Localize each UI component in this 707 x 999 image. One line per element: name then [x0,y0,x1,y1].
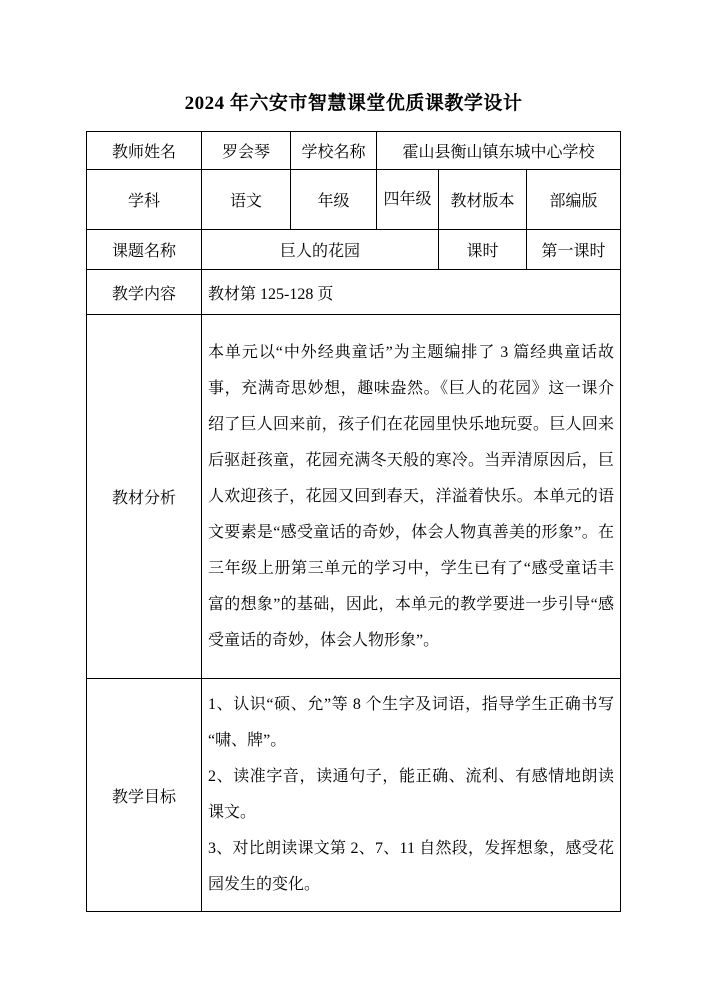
table-row-analysis [86,315,620,679]
teaching-objectives-cell [201,679,620,912]
table-row-teacher [86,132,620,170]
teaching-content-value: 教材第 125-128 页 [201,270,620,315]
table-row-content [86,270,620,315]
table-row-topic [86,230,620,270]
objective-item: 2、读准字音，读通句子，能正确、流利、有感情地朗读课文。 [207,768,615,821]
edition-value: 部编版 [526,170,620,230]
material-analysis-text: 本单元以“中外经典童话”为主题编排了 3 篇经典童话故事，充满奇思妙想，趣味盎然。《巨人的花园》这一课介绍了巨人回来前，孩子们在花园里快乐地玩耍。巨人回来后驱赶孩童，花园充满冬天般的寒冷。当弄清原因后，巨人欢迎孩子，花园又回到春天，洋溢着快乐。本单元的语文要素是“感受童话的奇妙，体会人物真善美的形象”。在三年级上册第三单元的学习中，学生已有了“感受童话丰富的想象”的基础，因此，本单元的教学要进一步引导“感受童话的奇妙，体会人物形象”。 [201,315,620,679]
period-label: 课时 [438,230,526,270]
school-name-label: 学校名称 [290,132,376,170]
grade-label: 年级 [290,170,376,230]
page-title: 2024 年六安市智慧课堂优质课教学设计 [184,93,523,114]
topic-label: 课题名称 [86,230,201,270]
teaching-objectives-label: 教学目标 [86,679,201,912]
table-row-objectives [86,679,620,912]
subject-value: 语文 [201,170,290,230]
edition-label: 教材版本 [438,170,526,230]
objective-item: 1、认识“硕、允”等 8 个生字及词语，指导学生正确书写“啸、牌”。 [207,696,615,749]
subject-label: 学科 [86,170,201,230]
teaching-content-label: 教学内容 [86,270,201,315]
school-name-value: 霍山县衡山镇东城中心学校 [376,132,620,170]
grade-value: 四年级 [376,170,438,230]
material-analysis-label: 教材分析 [86,315,201,679]
teacher-name-value: 罗会琴 [201,132,290,170]
teacher-name-label: 教师姓名 [86,132,201,170]
objective-item: 3、对比朗读课文第 2、7、11 自然段，发挥想象，感受花园发生的变化。 [207,840,615,893]
lesson-plan-table [86,131,621,912]
topic-value: 巨人的花园 [201,230,438,270]
table-row-subject [86,170,620,230]
period-value: 第一课时 [526,230,620,270]
